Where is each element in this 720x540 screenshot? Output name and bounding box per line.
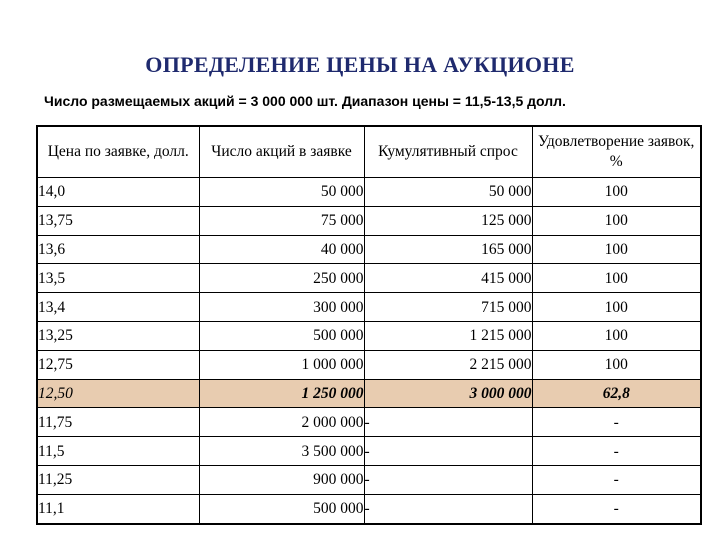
cell-shares: 75 000 xyxy=(199,206,364,235)
cell-satisfaction: 100 xyxy=(532,321,701,350)
cell-satisfaction: 62,8 xyxy=(532,379,701,408)
cell-shares: 300 000 xyxy=(199,293,364,322)
cell-shares: 500 000 xyxy=(199,321,364,350)
cell-satisfaction: - xyxy=(532,494,701,523)
auction-table xyxy=(36,125,702,525)
table-row xyxy=(37,321,701,350)
header-shares: Число акций в заявке xyxy=(199,126,364,178)
cell-satisfaction: - xyxy=(532,408,701,437)
page-title: ОПРЕДЕЛЕНИЕ ЦЕНЫ НА АУКЦИОНЕ xyxy=(145,52,575,77)
cell-satisfaction: 100 xyxy=(532,293,701,322)
header-cumulative: Кумулятивный спрос xyxy=(364,126,532,178)
table-row xyxy=(37,264,701,293)
table-row xyxy=(37,235,701,264)
cell-cumulative: - xyxy=(364,437,532,466)
cell-price: 12,50 xyxy=(37,379,199,408)
cell-satisfaction: 100 xyxy=(532,235,701,264)
cell-satisfaction: 100 xyxy=(532,178,701,207)
cell-shares: 2 000 000 xyxy=(199,408,364,437)
cell-price: 13,75 xyxy=(37,206,199,235)
cell-price: 11,5 xyxy=(37,437,199,466)
cell-shares: 50 000 xyxy=(199,178,364,207)
cell-cumulative: 125 000 xyxy=(364,206,532,235)
cell-satisfaction: 100 xyxy=(532,264,701,293)
page-subtitle: Число размещаемых акций = 3 000 000 шт. Диапазон цены = 11,5-13,5 долл. xyxy=(44,93,566,109)
cell-cumulative: 3 000 000 xyxy=(364,379,532,408)
cell-cumulative: 715 000 xyxy=(364,293,532,322)
table-row xyxy=(37,379,701,408)
cell-price: 13,5 xyxy=(37,264,199,293)
cell-price: 11,75 xyxy=(37,408,199,437)
table-row xyxy=(37,494,701,523)
cell-shares: 250 000 xyxy=(199,264,364,293)
header-satisfaction: Удовлетворение заявок, % xyxy=(532,126,701,178)
cell-shares: 3 500 000 xyxy=(199,437,364,466)
cell-price: 13,25 xyxy=(37,321,199,350)
cell-cumulative: 415 000 xyxy=(364,264,532,293)
cell-cumulative: 50 000 xyxy=(364,178,532,207)
cell-price: 13,4 xyxy=(37,293,199,322)
cell-price: 13,6 xyxy=(37,235,199,264)
table-row xyxy=(37,437,701,466)
table-row xyxy=(37,206,701,235)
cell-cumulative: - xyxy=(364,408,532,437)
table-row xyxy=(37,350,701,379)
cell-cumulative: 165 000 xyxy=(364,235,532,264)
cell-cumulative: - xyxy=(364,494,532,523)
header-price: Цена по заявке, долл. xyxy=(37,126,199,178)
cell-shares: 900 000 xyxy=(199,465,364,494)
cell-satisfaction: - xyxy=(532,437,701,466)
table-row xyxy=(37,465,701,494)
cell-cumulative: 1 215 000 xyxy=(364,321,532,350)
cell-price: 14,0 xyxy=(37,178,199,207)
cell-satisfaction: - xyxy=(532,465,701,494)
table-row xyxy=(37,178,701,207)
cell-cumulative: 2 215 000 xyxy=(364,350,532,379)
table-row xyxy=(37,408,701,437)
cell-shares: 500 000 xyxy=(199,494,364,523)
table-row xyxy=(37,293,701,322)
table-header-row xyxy=(37,126,701,178)
cell-satisfaction: 100 xyxy=(532,206,701,235)
cell-cumulative: - xyxy=(364,465,532,494)
cell-price: 11,25 xyxy=(37,465,199,494)
cell-shares: 40 000 xyxy=(199,235,364,264)
cell-satisfaction: 100 xyxy=(532,350,701,379)
cell-shares: 1 000 000 xyxy=(199,350,364,379)
cell-price: 12,75 xyxy=(37,350,199,379)
cell-shares: 1 250 000 xyxy=(199,379,364,408)
cell-price: 11,1 xyxy=(37,494,199,523)
